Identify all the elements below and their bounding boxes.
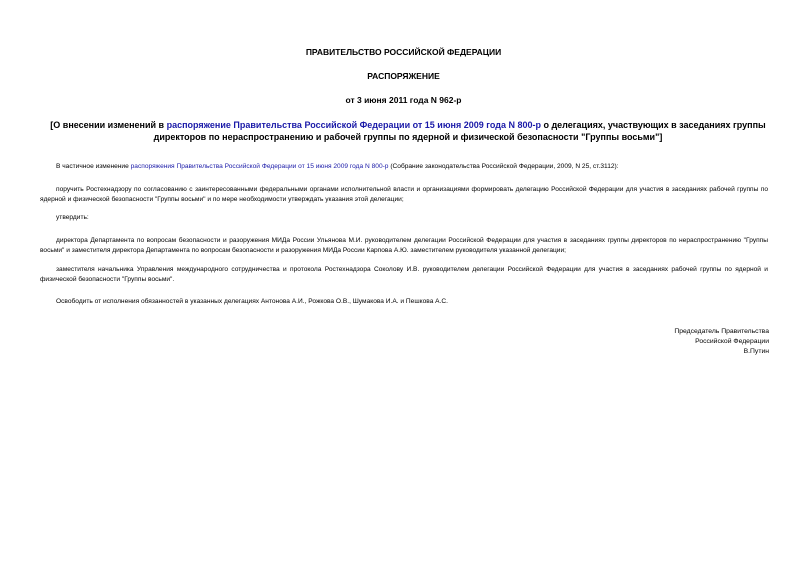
intro-link-order-800[interactable]: распоряжения Правительства Российской Федерации от 15 июня 2009 года N 800-р bbox=[130, 163, 389, 170]
paragraph-mfa-delegation: директора Департамента по вопросам безопасности и разоружения МИДа России Ульянова М.И. руководителем делегации Российской Федерации для участия в заседаниях группы директоров по нераспространению "Группы восьми" и заместителя директора Департамента по вопросам безопасности и разоружения МИДа России Карпова А.Ю. заместителем руководителя указанной делегации; bbox=[40, 237, 768, 254]
government-heading: ПРАВИТЕЛЬСТВО РОССИЙСКОЙ ФЕДЕРАЦИИ bbox=[305, 47, 502, 57]
signature-block bbox=[509, 327, 769, 357]
signature-country: Российской Федерации bbox=[695, 338, 769, 345]
intro-paragraph bbox=[40, 162, 768, 172]
document-title bbox=[48, 119, 768, 143]
paragraph-approve: утвердить: bbox=[56, 214, 89, 221]
document-type: РАСПОРЯЖЕНИЕ bbox=[367, 71, 440, 81]
intro-suffix: (Собрание законодательства Российской Федерации, 2009, N 25, ст.3112): bbox=[388, 163, 619, 170]
paragraph-rostekhnadzor-delegation: заместителя начальника Управления международного сотрудничества и протокола Ростехнадзора Соколову И.В. руководителем делегации Российской Федерации для участия в заседаниях рабочей группы по ядерной и физической безопасности "Группы восьми". bbox=[40, 266, 768, 283]
title-prefix: [О внесении изменений в bbox=[50, 120, 167, 130]
intro-prefix: В частичное изменение bbox=[56, 163, 131, 170]
signature-name: В.Путин bbox=[743, 348, 769, 355]
paragraph-instruct-rostekhnadzor: поручить Ростехнадзору по согласованию с заинтересованными федеральными органами исполнительной власти и организациями формировать делегацию Российской Федерации для участия в заседаниях рабочей группы по ядерной и физической безопасности "Группы восьми" и по мере необходимости утверждать указания этой делегации; bbox=[40, 186, 768, 203]
signature-title: Председатель Правительства bbox=[674, 328, 769, 335]
title-suffix: о делегациях, участвующих в заседаниях группы директоров по нераспространению и рабочей группы по ядерной и физической безопасности "Группы восьми"] bbox=[153, 120, 766, 142]
paragraph-release: Освободить от исполнения обязанностей в указанных делегациях Антонова А.И., Рожкова О.В., Шумакова И.А. и Пешкова А.С. bbox=[56, 298, 449, 305]
title-link-order-800[interactable]: распоряжение Правительства Российской Федерации от 15 июня 2009 года N 800-р bbox=[166, 120, 541, 130]
document-date-number: от 3 июня 2011 года N 962-р bbox=[345, 95, 462, 105]
